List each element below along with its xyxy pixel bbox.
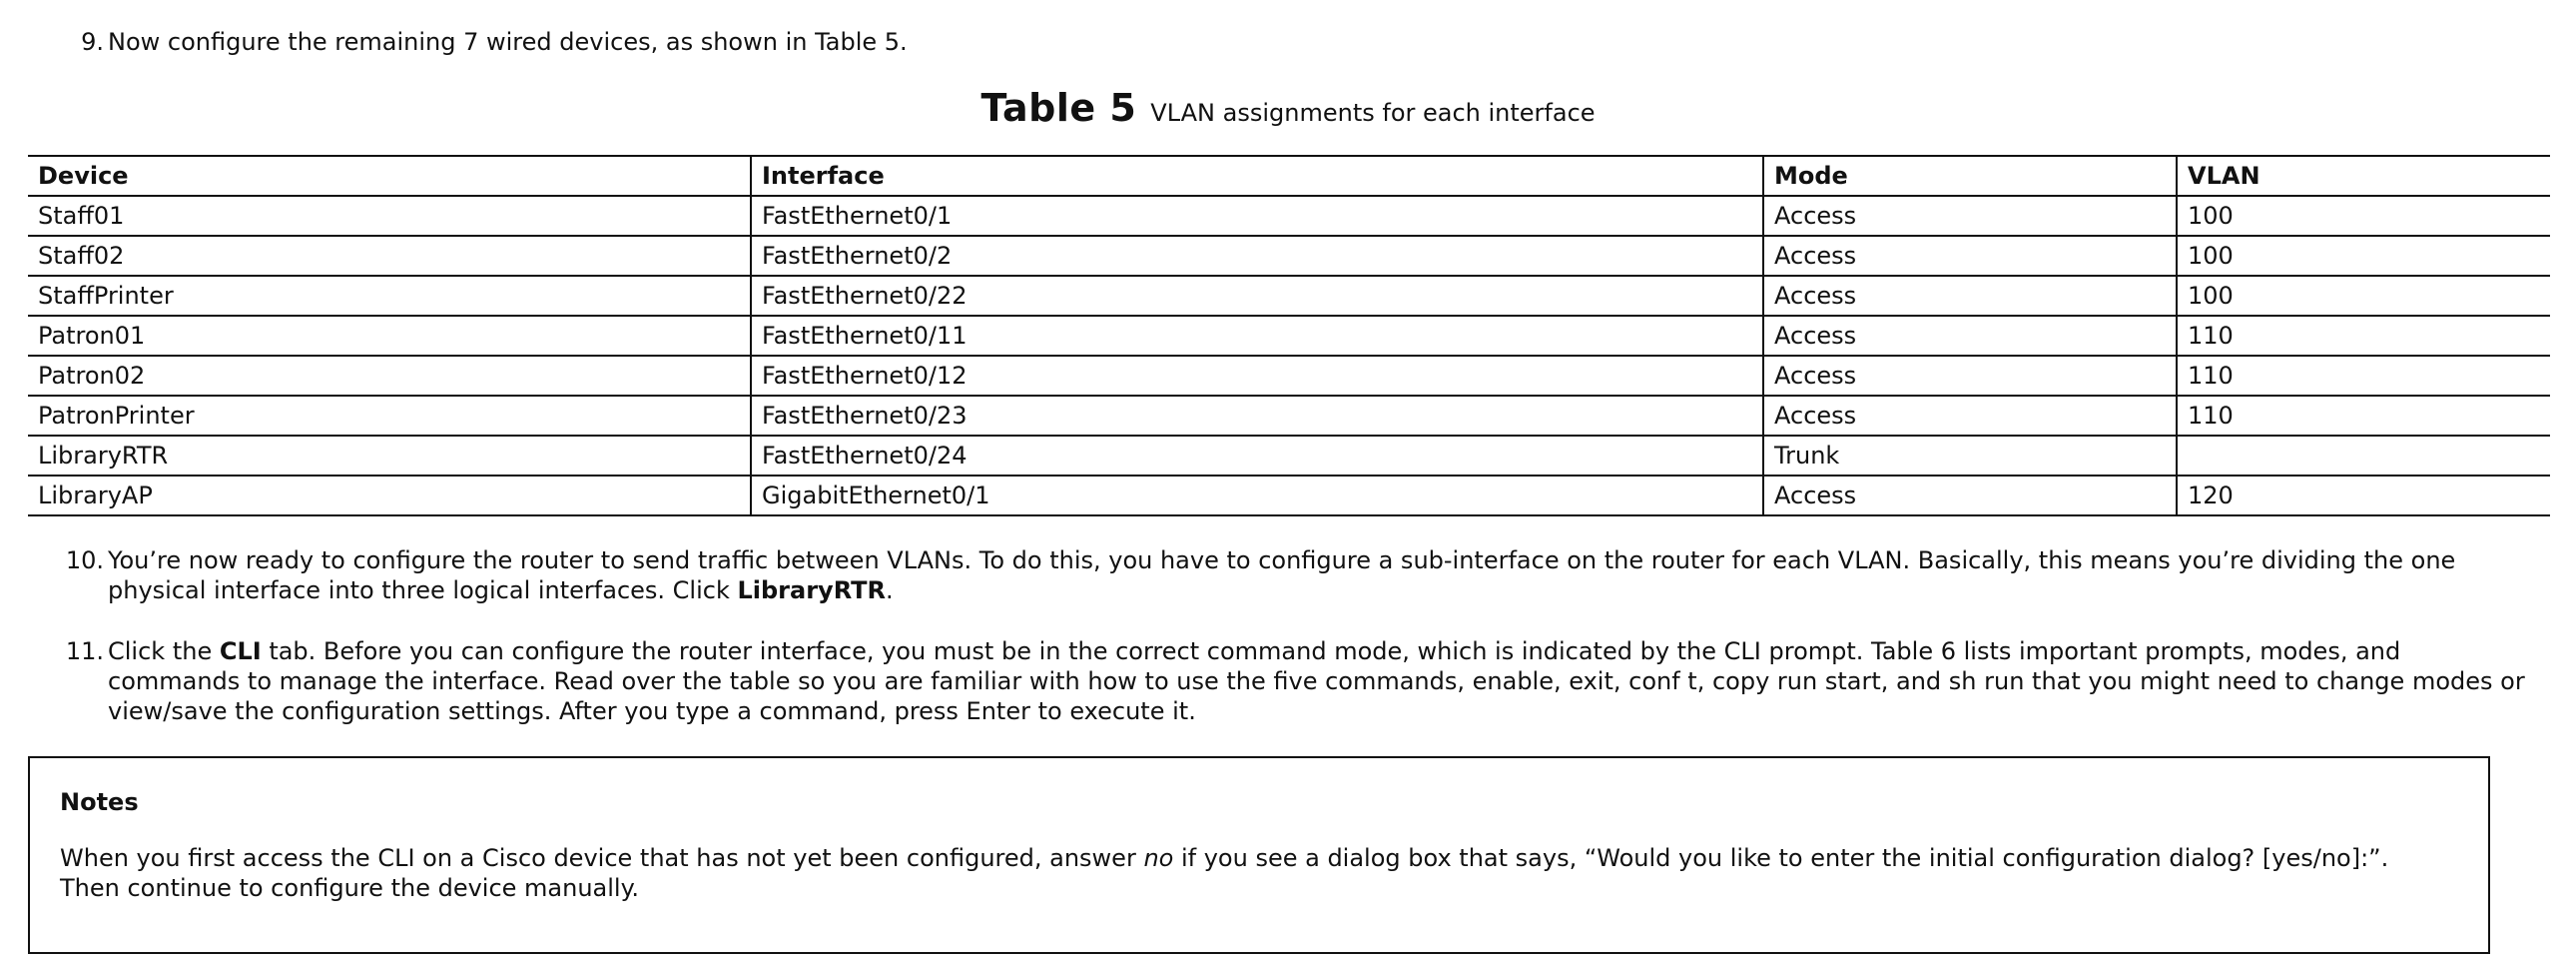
header-vlan: VLAN: [2177, 156, 2550, 196]
mode-cell: Access: [1763, 276, 2177, 316]
table-row: [28, 316, 2550, 356]
step-text: [108, 636, 2546, 726]
notes-title: Notes: [60, 788, 139, 816]
table-row: [28, 236, 2550, 276]
notes-box: [28, 756, 2490, 954]
table-row: [28, 356, 2550, 396]
device-cell: LibraryRTR: [28, 436, 751, 476]
interface-cell: GigabitEthernet0/1: [751, 476, 1763, 515]
vlan-cell: 110: [2177, 396, 2550, 436]
interface-cell: FastEthernet0/22: [751, 276, 1763, 316]
mode-cell: Access: [1763, 236, 2177, 276]
table-subtitle: VLAN assignments for each interface: [1150, 99, 1596, 127]
mode-cell: Access: [1763, 476, 2177, 515]
table-row: [28, 396, 2550, 436]
interface-cell: FastEthernet0/1: [751, 196, 1763, 236]
step-text: Now configure the remaining 7 wired devices, as shown in Table 5.: [108, 28, 908, 56]
vlan-cell: 110: [2177, 316, 2550, 356]
table-caption: [0, 86, 2576, 130]
step-text: [108, 545, 2546, 605]
mode-cell: Access: [1763, 356, 2177, 396]
vlan-cell: 100: [2177, 276, 2550, 316]
mode-cell: Access: [1763, 196, 2177, 236]
cli-tab-emphasis: CLI: [219, 637, 262, 665]
table-row: [28, 196, 2550, 236]
vlan-cell: 110: [2177, 356, 2550, 396]
step-number: 9.: [81, 28, 104, 56]
step-line-text: tab. Before you can configure the router interface, you must be in the correct command mode, which is indicated by the CLI prompt. Table 6 lists important prompts, modes, and: [261, 637, 2401, 665]
step-line-text: .: [885, 576, 894, 604]
notes-text: When you first access the CLI on a Cisco device that has not yet been configured, answer: [60, 844, 1144, 872]
device-cell: PatronPrinter: [28, 396, 751, 436]
header-mode: Mode: [1763, 156, 2177, 196]
device-cell: Patron02: [28, 356, 751, 396]
step-10: [56, 545, 2546, 605]
vlan-assignment-table: [28, 155, 2550, 516]
step-number: 11.: [65, 637, 104, 665]
interface-cell: FastEthernet0/2: [751, 236, 1763, 276]
mode-cell: Access: [1763, 316, 2177, 356]
notes-body: [60, 843, 2468, 903]
table-title: Table 5: [980, 86, 1137, 130]
device-cell: Patron01: [28, 316, 751, 356]
mode-cell: Trunk: [1763, 436, 2177, 476]
vlan-cell: 100: [2177, 196, 2550, 236]
header-interface: Interface: [751, 156, 1763, 196]
interface-cell: FastEthernet0/11: [751, 316, 1763, 356]
step-11: [56, 636, 2546, 726]
header-device: Device: [28, 156, 751, 196]
vlan-cell: [2177, 436, 2550, 476]
step-line: You’re now ready to configure the router to send traffic between VLANs. To do this, you have to configure a sub-interface on the router for each VLAN. Basically, this means you’re dividing the one: [108, 546, 2456, 574]
step-line: view/save the configuration settings. After you type a command, press Enter to execute it.: [108, 697, 1196, 725]
table-row: [28, 436, 2550, 476]
vlan-cell: 100: [2177, 236, 2550, 276]
notes-text: if you see a dialog box that says, “Would you like to enter the initial configuration dialog? [yes/no]:”.: [1173, 844, 2389, 872]
device-cell: LibraryAP: [28, 476, 751, 515]
device-name-emphasis: LibraryRTR: [737, 576, 886, 604]
device-cell: Staff02: [28, 236, 751, 276]
interface-cell: FastEthernet0/23: [751, 396, 1763, 436]
step-9: [70, 27, 2546, 57]
step-line: commands to manage the interface. Read over the table so you are familiar with how to use the five commands, enable, exit, conf t, copy run start, and sh run that you might need to change modes or: [108, 667, 2525, 695]
mode-cell: Access: [1763, 396, 2177, 436]
notes-line: [60, 843, 2468, 873]
interface-cell: FastEthernet0/24: [751, 436, 1763, 476]
table-header-row: [28, 156, 2550, 196]
step-line: [108, 636, 2546, 666]
step-line: [108, 575, 2546, 605]
notes-emphasis: no: [1143, 844, 1174, 872]
notes-line: Then continue to configure the device manually.: [60, 874, 640, 902]
device-cell: StaffPrinter: [28, 276, 751, 316]
table-row: [28, 476, 2550, 515]
vlan-cell: 120: [2177, 476, 2550, 515]
interface-cell: FastEthernet0/12: [751, 356, 1763, 396]
device-cell: Staff01: [28, 196, 751, 236]
table-row: [28, 276, 2550, 316]
step-line-text: physical interface into three logical interfaces. Click: [108, 576, 738, 604]
step-line-text: Click the: [108, 637, 220, 665]
step-number: 10.: [65, 546, 104, 574]
